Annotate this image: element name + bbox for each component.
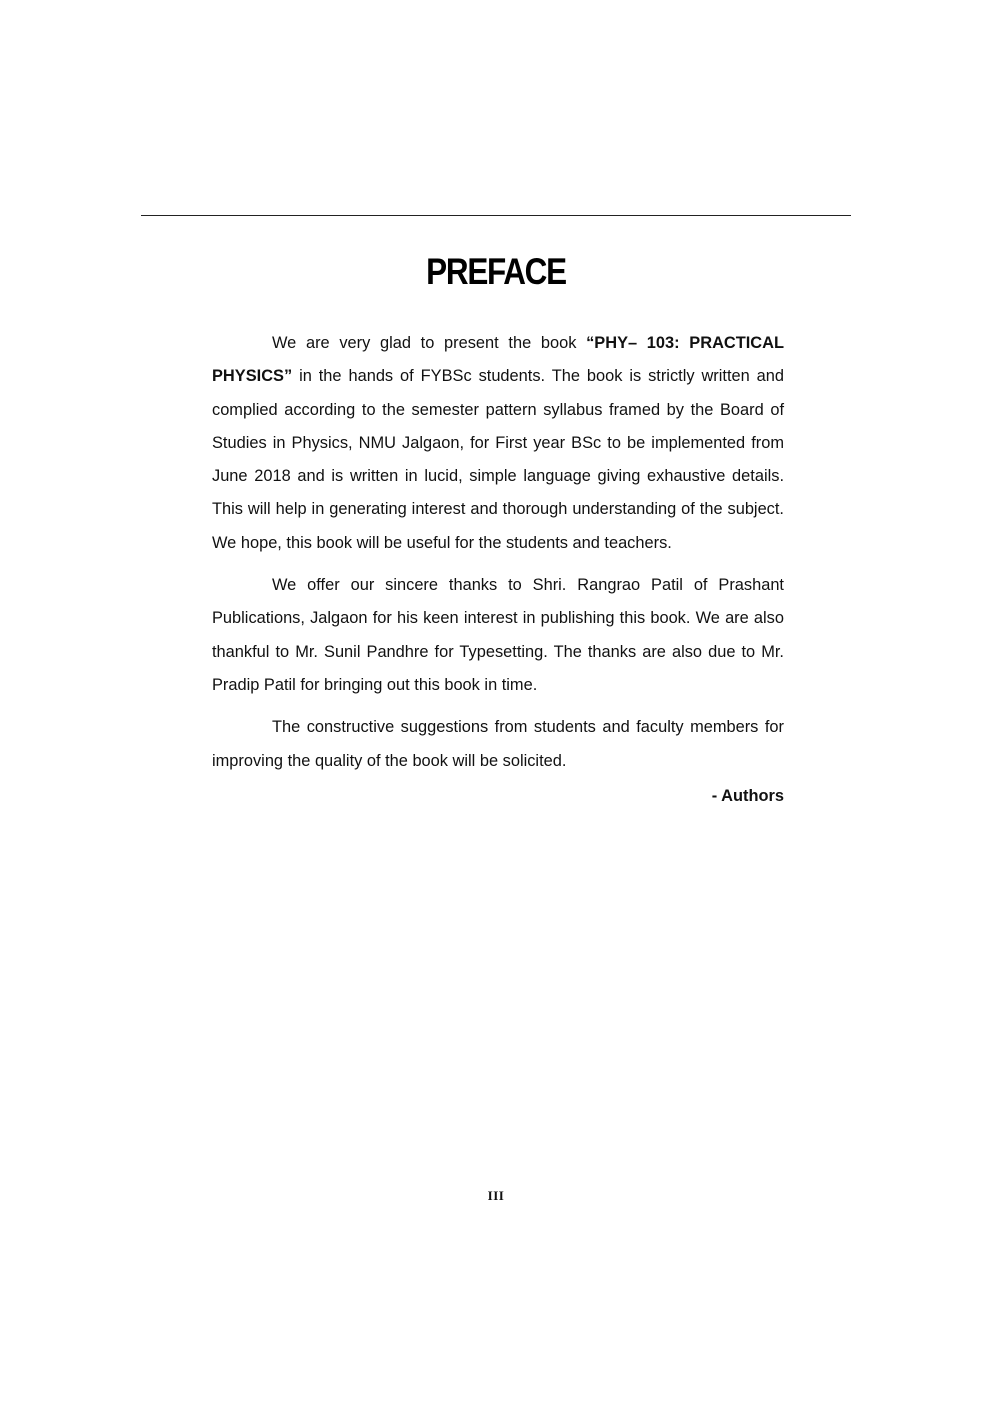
book-title-text: “PHY– 103: PRACTICAL PHYSICS” [212, 334, 784, 386]
page-title: PREFACE [426, 251, 566, 292]
intro-rest-text: in the hands of FYBSc students. The book is strictly written and complied according to the semester pattern syllabus framed by the Board of Studies in Physics, NMU Jalgaon, for First year BSc to be implemented from June 2018 and is written in lucid, simple language giving exhaustive details. This will help in generating interest and thorough understanding of the subject. We hope, this book will be useful for the students and teachers. [212, 367, 784, 552]
paragraph-suggestions: The constructive suggestions from students and faculty members for improving the quality of the book will be solicited. [212, 718, 784, 770]
paragraph-thanks: We offer our sincere thanks to Shri. Rangrao Patil of Prashant Publications, Jalgaon for his keen interest in publishing this book. We are also thankful to Mr. Sunil Pandhre for Typesetting. The thanks are also due to Mr. Pradip Patil for bringing out this book in time. [212, 576, 784, 694]
page-number: III [487, 1188, 505, 1203]
preface-body [212, 327, 784, 808]
authors-signature: - Authors [711, 786, 784, 805]
intro-lead-text: We are very glad to present the book [272, 334, 587, 352]
top-horizontal-rule [141, 215, 851, 216]
paragraph-intro [212, 327, 784, 560]
